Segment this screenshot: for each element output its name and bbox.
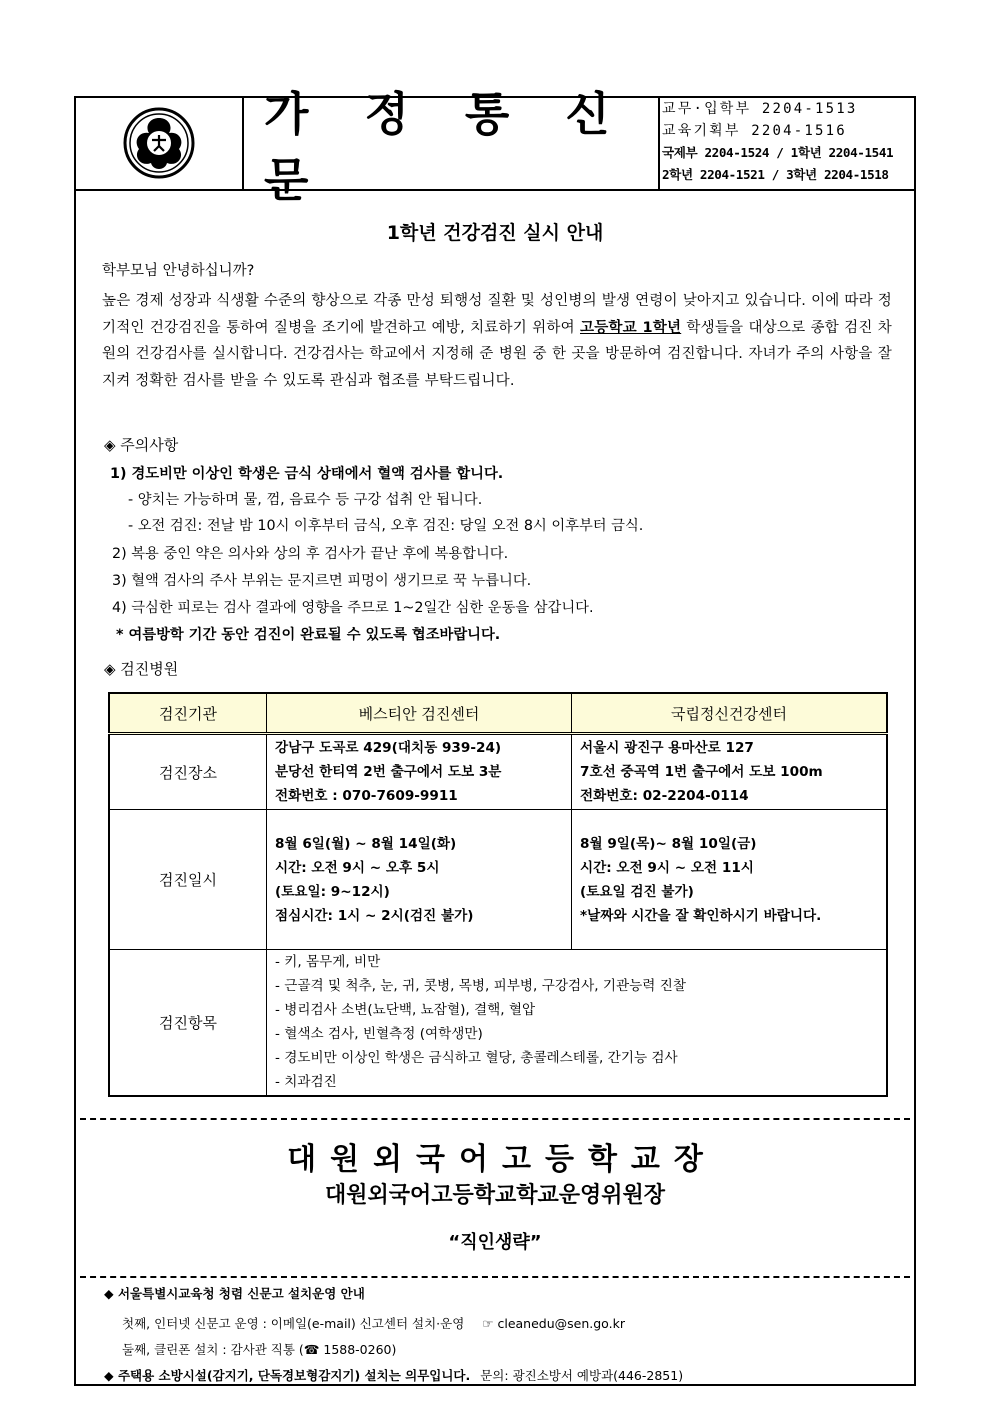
cautions-heading: ◈ 주의사항 — [104, 436, 179, 454]
table-cell — [572, 810, 888, 950]
table-cell — [572, 734, 888, 810]
cell-line: 강남구 도곡로 429(대치동 939-24) — [275, 740, 502, 756]
contact-line: 교육기획부 2204-1516 — [662, 123, 847, 139]
cell-line: 7호선 중곡역 1번 출구에서 도보 100m — [580, 764, 823, 780]
dashed-divider — [80, 1118, 910, 1120]
intro-text-1: 높은 경제 성장과 식생활 수준의 향상으로 각종 만성 퇴행성 질환 및 성인병의 발생 연령이 낮아지고 있습니다. 이에 따라 정기적인 건강검진을 통하여 질병을 조기에 발견하고 예방, 치료하기 위하여 — [102, 293, 892, 336]
caution-item: - 오전 검진: 전날 밤 10시 이후부터 금식, 오후 검진: 당일 오전 8시 이후부터 금식. — [128, 518, 644, 534]
phone-icon: ☎ — [303, 1342, 320, 1357]
contact-line: 국제부 2204-1524 / 1학년 2204-1541 — [662, 145, 894, 160]
exam-item: - 치과검진 — [275, 1074, 337, 1091]
caution-item: 4) 극심한 피로는 검사 결과에 영향을 주므로 1~2일간 심한 운동을 삼갑니다. — [112, 600, 594, 616]
header-cell: 국립정신건강센터 — [572, 693, 888, 734]
exam-item: - 키, 몸무게, 비만 — [275, 954, 381, 971]
cell-line: 8월 9일(목)~ 8월 10일(금) — [580, 835, 757, 852]
seal-omitted-note: “직인생략” — [448, 1232, 542, 1253]
exam-item: - 혈색소 검사, 빈혈측정 (여학생만) — [275, 1026, 483, 1043]
footer-notice: ◆ 주택용 소방시설(감지기, 단독경보형감지기) 설치는 의무입니다. — [104, 1368, 471, 1383]
caution-note: * 여름방학 기간 동안 검진이 완료될 수 있도록 협조바랍니다. — [116, 627, 501, 643]
exam-item: - 경도비만 이상인 학생은 금식하고 혈당, 총콜레스테롤, 간기능 검사 — [275, 1050, 678, 1067]
cell-line: 점심시간: 1시 ~ 2시(검진 불가) — [275, 907, 474, 924]
footer-line — [122, 1340, 396, 1358]
cell-line: 시간: 오전 9시 ~ 오전 11시 — [580, 859, 754, 876]
cell-line: 8월 6일(월) ~ 8월 14일(화) — [275, 835, 457, 852]
footer-email-link[interactable]: cleanedu@sen.go.kr — [497, 1316, 625, 1331]
principal-signature: 대원외국어고등학교장 — [287, 1142, 717, 1177]
header — [76, 86, 914, 207]
intro-text-2: 학생들을 대상으로 종합 검진 차원의 건강검사를 실시합니다. 건강검사는 학교에서 지정해 준 병원 중 한 곳을 방문하여 검진합니다. 자녀가 주의 사항을 잘 지켜 정확한 검사를 받을 수 있도록 관심과 협조를 부탁드립니다. — [102, 319, 892, 389]
table-cell — [267, 734, 572, 810]
document-title: 1학년 건강검진 실시 안내 — [386, 222, 604, 244]
footer-contact: 문의: 광진소방서 예방과(446-2851) — [480, 1368, 684, 1383]
table-cell — [267, 810, 572, 950]
hospitals-heading: ◈ 검진병원 — [104, 660, 179, 678]
cell-line: 시간: 오전 9시 ~ 오후 5시 — [275, 859, 440, 876]
header-cell: 검진기관 — [109, 693, 267, 734]
cell-line: *날짜와 시간을 잘 확인하시기 바랍니다. — [580, 907, 822, 924]
intro-paragraph — [102, 288, 892, 394]
header-cell: 베스티안 검진센터 — [267, 693, 572, 734]
school-logo-cell — [76, 98, 244, 189]
table-row — [109, 734, 887, 810]
intro-underline: 고등학교 1학년 — [580, 319, 682, 336]
cell-line: (토요일: 9~12시) — [275, 883, 390, 900]
document-frame — [74, 86, 916, 1386]
cell-line: 분당선 한티역 2번 출구에서 도보 3분 — [275, 764, 502, 780]
caution-item: 2) 복용 중인 약은 의사와 상의 후 검사가 끝난 후에 복용합니다. — [112, 546, 509, 562]
caution-item: 3) 혈액 검사의 주사 부위는 문지르면 피멍이 생기므로 꾹 누릅니다. — [112, 573, 532, 589]
cell-line: 전화번호: 02-2204-0114 — [580, 788, 749, 804]
row-label: 검진항목 — [109, 950, 267, 1096]
table-cell — [267, 950, 888, 1096]
footer-heading: ◆ 서울특별시교육청 청렴 신문고 설치운영 안내 — [104, 1286, 365, 1301]
row-label: 검진일시 — [109, 810, 267, 950]
footer-line — [122, 1314, 625, 1332]
table-row — [109, 810, 887, 950]
contact-line: 2학년 2204-1521 / 3학년 2204-1518 — [662, 167, 889, 182]
caution-item: - 양치는 가능하며 물, 껌, 음료수 등 구강 섭취 안 됩니다. — [128, 492, 483, 508]
dashed-divider — [80, 1276, 910, 1278]
contact-line: 교무·입학부 2204-1513 — [662, 101, 858, 117]
pencil-icon: ☞ — [482, 1316, 494, 1331]
newsletter-title: 가 정 통 신 문 — [264, 86, 630, 207]
cell-line: 서울시 광진구 용마산로 127 — [580, 740, 754, 756]
cell-line: 전화번호 : 070-7609-9911 — [275, 788, 458, 804]
committee-signature: 대원외국어고등학교학교운영위원장 — [324, 1183, 666, 1208]
footer-text: 1588-0260) — [319, 1342, 397, 1357]
caution-item: 1) 경도비만 이상인 학생은 금식 상태에서 혈액 검사를 합니다. — [110, 466, 504, 482]
table-row — [109, 950, 887, 1096]
footer-text: 첫째, 인터넷 신문고 운영 : 이메일(e-mail) 신고센터 설치·운영 — [122, 1316, 465, 1331]
cell-line: (토요일 검진 불가) — [580, 883, 694, 900]
title-cell — [244, 86, 660, 207]
contact-info — [660, 98, 914, 189]
footer-text: 둘째, 클린폰 설치 : 감사관 직통 ( — [122, 1342, 304, 1357]
row-label: 검진장소 — [109, 734, 267, 810]
table-header-row — [109, 693, 887, 734]
exam-item: - 병리검사 소변(뇨단백, 뇨잠혈), 결핵, 혈압 — [275, 1002, 536, 1019]
exam-item: - 근골격 및 척추, 눈, 귀, 콧병, 목병, 피부병, 구강검사, 기관능력 진찰 — [275, 978, 686, 995]
footer-line — [104, 1366, 683, 1384]
greeting: 학부모님 안녕하십니까? — [102, 263, 255, 279]
school-emblem-icon — [76, 98, 242, 189]
hospital-table — [108, 692, 888, 1097]
